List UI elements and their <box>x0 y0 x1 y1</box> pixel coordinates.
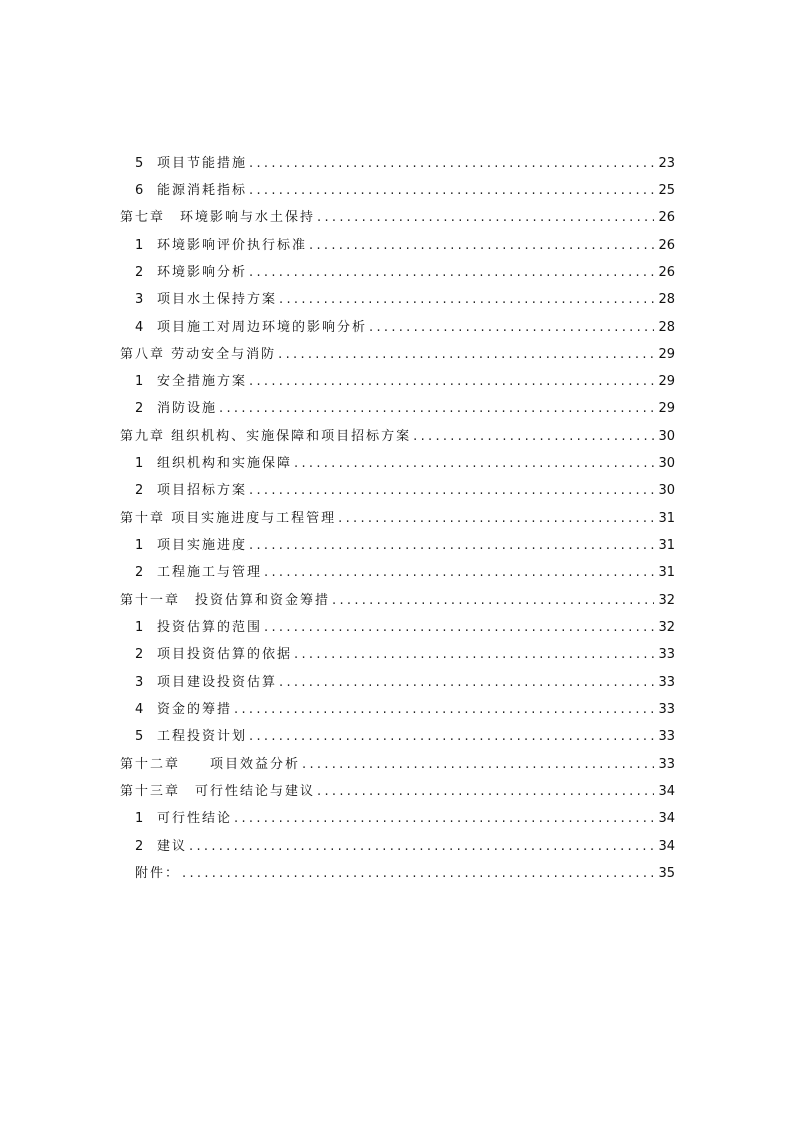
toc-chapter-title: 第八章 劳动安全与消防 <box>120 347 277 362</box>
toc-appendix-title: 附件： <box>135 866 181 881</box>
toc-section-number: 1 <box>135 811 146 826</box>
toc-section-number: 2 <box>135 839 146 854</box>
dot-leader <box>249 156 654 172</box>
toc-entry-section[interactable] <box>135 259 675 281</box>
toc-page-number: 33 <box>658 757 675 772</box>
toc-entry-section[interactable] <box>135 532 675 554</box>
toc-entry-section[interactable] <box>135 805 675 827</box>
toc-page-number: 33 <box>658 675 675 690</box>
toc-section-number: 3 <box>135 292 146 307</box>
toc-page-number: 30 <box>658 483 675 498</box>
toc-page-number: 32 <box>658 593 675 608</box>
toc-page-number: 23 <box>658 156 675 171</box>
toc-page-number: 29 <box>658 401 675 416</box>
toc-entry-section[interactable] <box>135 641 675 663</box>
toc-entry-title: 项目节能措施 <box>157 156 248 171</box>
toc-chapter-title: 第十二章 项目效益分析 <box>120 757 301 772</box>
toc-chapter-title: 第九章 组织机构、实施保障和项目招标方案 <box>120 429 412 444</box>
dot-leader <box>234 811 654 827</box>
toc-page-number: 30 <box>658 429 675 444</box>
toc-chapter-title: 第十章 项目实施进度与工程管理 <box>120 511 337 526</box>
toc-entry-section[interactable] <box>135 614 675 636</box>
toc-entry-title: 组织机构和实施保障 <box>157 456 293 471</box>
toc-page-number: 26 <box>658 265 675 280</box>
dot-leader <box>264 565 654 581</box>
toc-chapter-title: 第七章 环境影响与水土保持 <box>120 210 316 225</box>
toc-entry-section[interactable] <box>135 723 675 745</box>
toc-entry-section[interactable] <box>135 450 675 472</box>
dot-leader <box>294 456 654 472</box>
dot-leader <box>279 675 654 691</box>
toc-section-number: 3 <box>135 675 146 690</box>
toc-section-number: 2 <box>135 483 146 498</box>
toc-page-number: 34 <box>658 839 675 854</box>
toc-entry-section[interactable] <box>135 696 675 718</box>
toc-chapter-title: 第十一章 投资估算和资金筹措 <box>120 593 331 608</box>
toc-entry-title: 投资估算的范围 <box>157 620 263 635</box>
toc-section-number: 5 <box>135 156 146 171</box>
toc-entry-section[interactable] <box>135 559 675 581</box>
toc-entry-title: 工程投资计划 <box>157 729 248 744</box>
toc-page-number: 33 <box>658 647 675 662</box>
toc-page-number: 26 <box>658 210 675 225</box>
toc-entry-title: 消防设施 <box>157 401 218 416</box>
toc-entry-title: 可行性结论 <box>157 811 233 826</box>
toc-section-number: 4 <box>135 702 146 717</box>
dot-leader <box>249 265 654 281</box>
toc-page-number: 31 <box>658 511 675 526</box>
dot-leader <box>249 374 654 390</box>
toc-page-number: 31 <box>658 565 675 580</box>
toc-entry-title: 安全措施方案 <box>157 374 248 389</box>
toc-page-number: 29 <box>658 374 675 389</box>
toc-entry-chapter[interactable] <box>120 587 675 609</box>
toc-page-number: 28 <box>658 320 675 335</box>
toc-section-number: 1 <box>135 374 146 389</box>
toc-entry-title: 工程施工与管理 <box>157 565 263 580</box>
toc-entry-section[interactable] <box>135 150 675 172</box>
toc-entry-chapter[interactable] <box>120 505 675 527</box>
dot-leader <box>338 511 654 527</box>
toc-entry-title: 环境影响评价执行标准 <box>157 238 308 253</box>
toc-section-number: 1 <box>135 238 146 253</box>
dot-leader <box>219 401 654 417</box>
dot-leader <box>302 757 654 773</box>
toc-entry-section[interactable] <box>135 669 675 691</box>
toc-entry-title: 项目招标方案 <box>157 483 248 498</box>
toc-entry-title: 项目水土保持方案 <box>157 292 278 307</box>
dot-leader <box>182 866 654 882</box>
toc-entry-section[interactable] <box>135 368 675 390</box>
toc-page-number: 31 <box>658 538 675 553</box>
dot-leader <box>234 702 654 718</box>
dot-leader <box>294 647 654 663</box>
toc-entry-title: 项目施工对周边环境的影响分析 <box>157 320 368 335</box>
toc-chapter-title: 第十三章 可行性结论与建议 <box>120 784 316 799</box>
dot-leader <box>249 183 654 199</box>
dot-leader <box>369 320 654 336</box>
toc-page-number: 30 <box>658 456 675 471</box>
dot-leader <box>413 429 654 445</box>
toc-page-number: 34 <box>658 811 675 826</box>
toc-entry-title: 项目投资估算的依据 <box>157 647 293 662</box>
dot-leader <box>264 620 654 636</box>
toc-page-number: 32 <box>658 620 675 635</box>
toc-section-number: 1 <box>135 538 146 553</box>
toc-section-number: 2 <box>135 647 146 662</box>
dot-leader <box>332 593 654 609</box>
toc-section-number: 5 <box>135 729 146 744</box>
dot-leader <box>309 238 654 254</box>
toc-section-number: 2 <box>135 265 146 280</box>
toc-page-number: 35 <box>658 866 675 881</box>
toc-section-number: 2 <box>135 565 146 580</box>
toc-page-number: 33 <box>658 729 675 744</box>
toc-page-number: 29 <box>658 347 675 362</box>
dot-leader <box>189 839 654 855</box>
toc-entry-section[interactable] <box>135 314 675 336</box>
toc-entry-chapter[interactable] <box>120 751 675 773</box>
toc-entry-section[interactable] <box>135 286 675 308</box>
dot-leader <box>279 292 654 308</box>
toc-entry-section[interactable] <box>135 232 675 254</box>
toc-entry-title: 建议 <box>157 839 188 854</box>
toc-section-number: 2 <box>135 401 146 416</box>
toc-page-number: 28 <box>658 292 675 307</box>
toc-page-number: 26 <box>658 238 675 253</box>
toc-entry-chapter[interactable] <box>120 341 675 363</box>
toc-entry-section[interactable] <box>135 477 675 499</box>
toc-entry-title: 项目实施进度 <box>157 538 248 553</box>
toc-section-number: 4 <box>135 320 146 335</box>
toc-entry-chapter[interactable] <box>120 778 675 800</box>
toc-section-number: 1 <box>135 620 146 635</box>
toc-entry-chapter[interactable] <box>120 423 675 445</box>
dot-leader <box>249 538 654 554</box>
toc-page-number: 25 <box>658 183 675 198</box>
toc-entry-title: 项目建设投资估算 <box>157 675 278 690</box>
dot-leader <box>317 210 654 226</box>
dot-leader <box>317 784 654 800</box>
toc-entry-title: 环境影响分析 <box>157 265 248 280</box>
dot-leader <box>249 729 654 745</box>
toc-page-number: 34 <box>658 784 675 799</box>
toc-entry-section[interactable] <box>135 395 675 417</box>
toc-entry-chapter[interactable] <box>120 204 675 226</box>
dot-leader <box>278 347 654 363</box>
toc-section-number: 1 <box>135 456 146 471</box>
toc-entry-section[interactable] <box>135 177 675 199</box>
toc-entry-title: 资金的筹措 <box>157 702 233 717</box>
toc-entry-appendix[interactable] <box>135 860 675 882</box>
toc-entry-title: 能源消耗指标 <box>157 183 248 198</box>
toc-entry-section[interactable] <box>135 833 675 855</box>
toc-section-number: 6 <box>135 183 146 198</box>
toc-page-number: 33 <box>658 702 675 717</box>
dot-leader <box>249 483 654 499</box>
